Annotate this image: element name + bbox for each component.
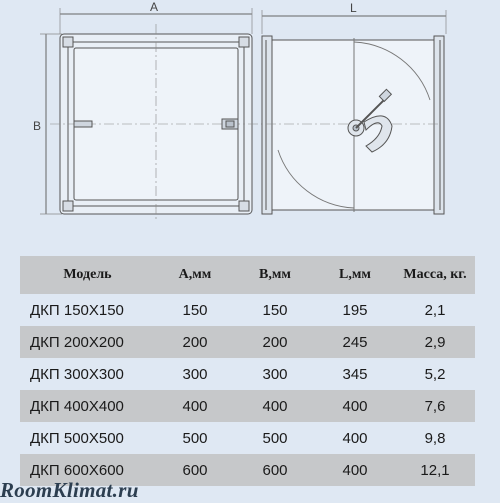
cell-model: ДКП 150Х150 [20,294,155,326]
cell-mass: 2,1 [395,294,475,326]
dim-l-label: L [350,1,357,15]
cell-model: ДКП 200Х200 [20,326,155,358]
cell-l: 400 [315,390,395,422]
cell-a: 600 [155,454,235,486]
cell-mass: 2,9 [395,326,475,358]
cell-l: 400 [315,454,395,486]
table-row [20,294,475,326]
table-row [20,390,475,422]
header-a: A,мм [155,256,235,294]
cell-l: 345 [315,358,395,390]
flange-right [434,36,444,214]
side-view [262,10,446,214]
table-row [20,358,475,390]
cell-b: 400 [235,390,315,422]
header-l: L,мм [315,256,395,294]
cell-l: 195 [315,294,395,326]
dim-b-label: B [33,119,42,133]
front-view [40,8,262,222]
flange-left [262,36,272,214]
watermark: RoomKlimat.ru [0,478,139,502]
cell-b: 150 [235,294,315,326]
cell-mass: 5,2 [395,358,475,390]
cell-l: 400 [315,422,395,454]
header-mass: Масса, кг. [395,256,475,294]
table-row [20,422,475,454]
cell-model: ДКП 300Х300 [20,358,155,390]
cell-mass: 12,1 [395,454,475,486]
cell-b: 300 [235,358,315,390]
cell-mass: 9,8 [395,422,475,454]
cell-a: 400 [155,390,235,422]
header-model: Модель [20,256,155,294]
cell-b: 200 [235,326,315,358]
spec-table [20,256,475,486]
header-b: B,мм [235,256,315,294]
technical-drawing [0,0,500,250]
cell-a: 150 [155,294,235,326]
table-header-row [20,256,475,294]
cell-a: 500 [155,422,235,454]
cell-mass: 7,6 [395,390,475,422]
cell-a: 300 [155,358,235,390]
cell-b: 600 [235,454,315,486]
cell-model: ДКП 600Х600 [20,454,155,486]
cell-b: 500 [235,422,315,454]
cell-a: 200 [155,326,235,358]
cell-model: ДКП 500Х500 [20,422,155,454]
cell-l: 245 [315,326,395,358]
cell-model: ДКП 400Х400 [20,390,155,422]
dim-a-label: A [150,0,159,14]
table-row [20,326,475,358]
